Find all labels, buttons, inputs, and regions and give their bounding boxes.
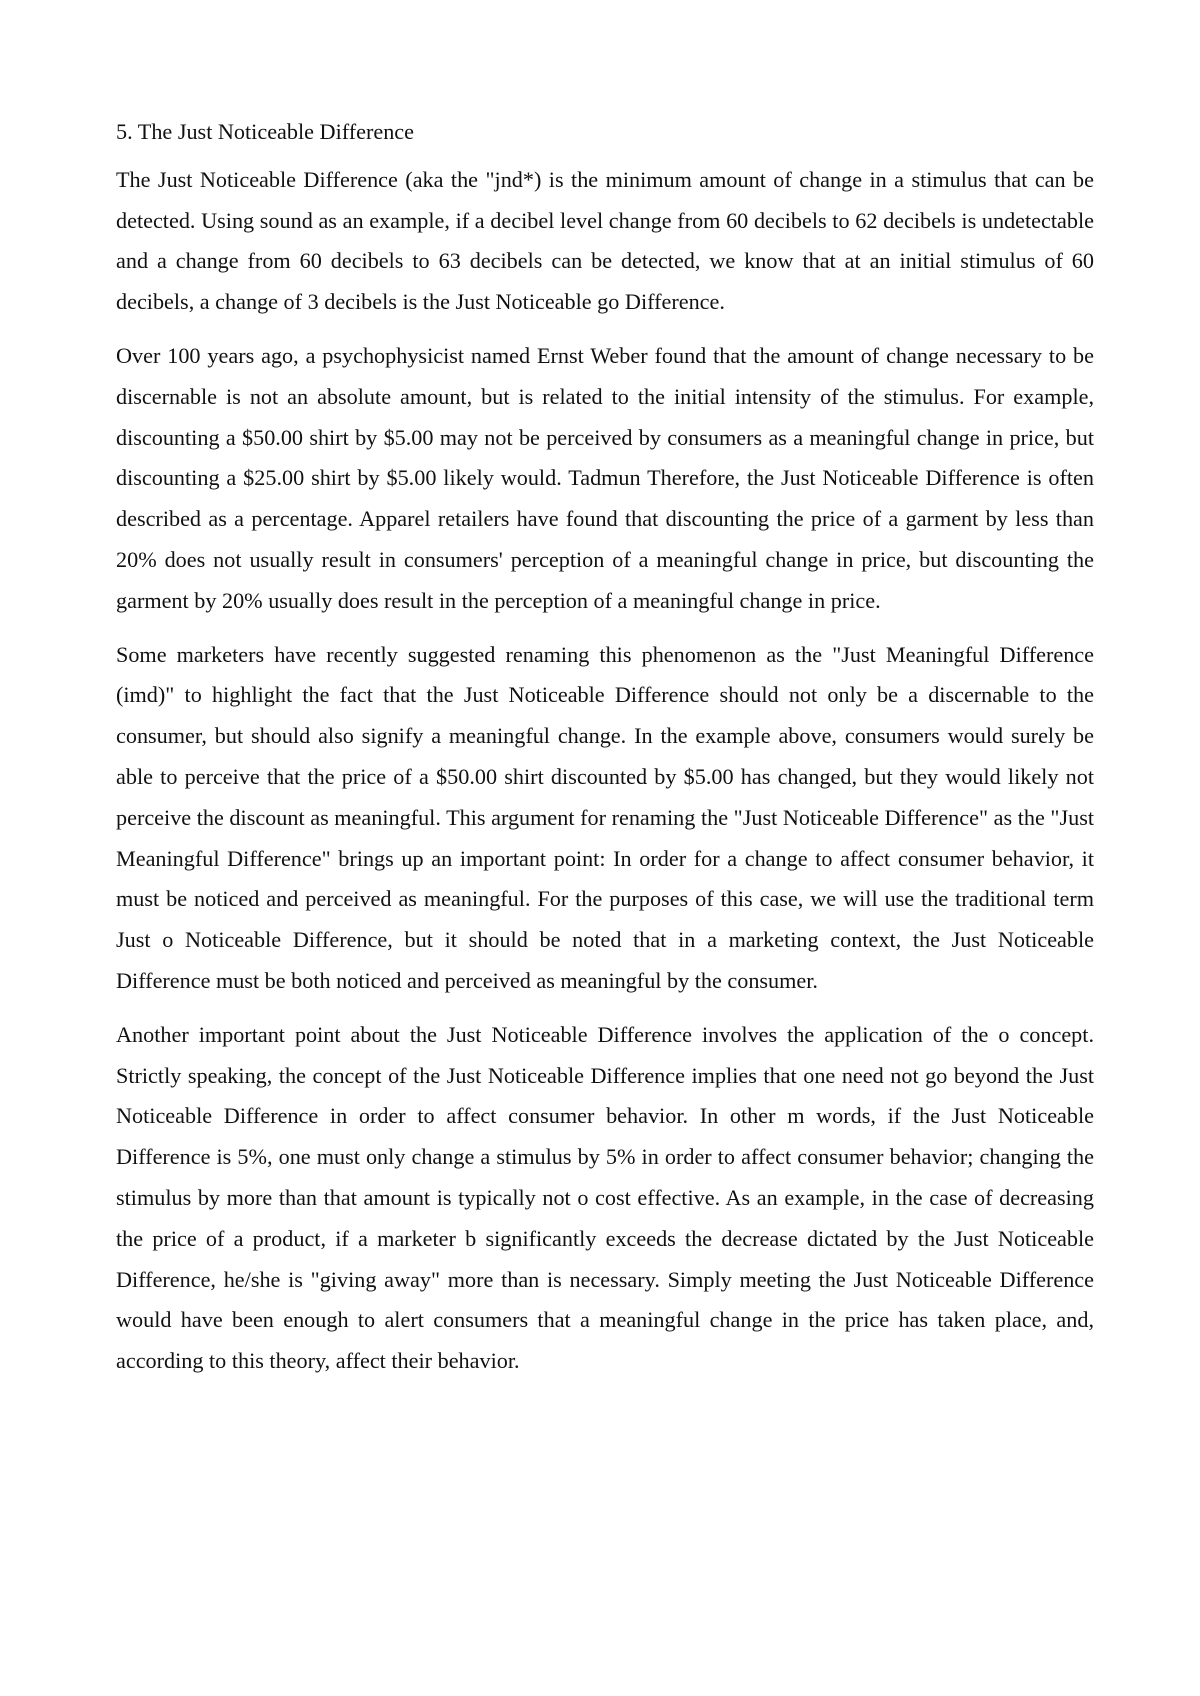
paragraph-just-meaningful-difference: Some marketers have recently suggested renaming this phenomenon as the "Just Meaningful Difference (imd)" to highlight the fact that the Just Noticeable Difference should not only be a discernable to the consumer, but should also signify a meaningful change. In the example above, consumers would surely be able to perceive that the price of a $50.00 shirt discounted by $5.00 has changed, but they would likely not perceive the discount as meaningful. This argument for renaming the "Just Noticeable Difference" as the "Just Meaningful Difference" brings up an important point: In order for a change to affect consumer behavior, it must be noticed and perceived as meaningful. For the purposes of this case, we will use the traditional term Just o Noticeable Difference, but it should be noted that in a marketing context, the Just Noticeable Difference must be both noticed and perceived as meaningful by the consumer. bbox=[116, 641, 1094, 993]
paragraph-definition: The Just Noticeable Difference (aka the "jnd*) is the minimum amount of change in a stimulus that can be detected. Using sound as an example, if a decibel level change from 60 decibels to 62 decibels is undetectable and a change from 60 decibels to 63 decibels can be detected, we know that at an initial stimulus of 60 decibels, a change of 3 decibels is the Just Noticeable go Difference. bbox=[116, 166, 1094, 315]
paragraph-weber: Over 100 years ago, a psychophysicist named Ernst Weber found that the amount of change necessary to be discernable is not an absolute amount, but is related to the initial intensity of the stimulus. For example, discounting a $50.00 shirt by $5.00 may not be perceived by consumers as a meaningful change in price, but discounting a $25.00 shirt by $5.00 likely would. Tadmun Therefore, the Just Noticeable Difference is often described as a percentage. Apparel retailers have found that discounting the price of a garment by less than 20% does not usually result in consumers' perception of a meaningful change in price, but discounting the garment by 20% usually does result in the perception of a meaningful change in price. bbox=[116, 342, 1094, 613]
section-heading: 5. The Just Noticeable Difference bbox=[116, 119, 414, 144]
document-body bbox=[116, 112, 1094, 1395]
paragraph-application: Another important point about the Just Noticeable Difference involves the application of the o concept. Strictly speaking, the concept of the Just Noticeable Difference implies that one need not go beyond the Just Noticeable Difference in order to affect consumer behavior. In other m words, if the Just Noticeable Difference is 5%, one must only change a stimulus by 5% in order to affect consumer behavior; changing the stimulus by more than that amount is typically not o cost effective. As an example, in the case of decreasing the price of a product, if a marketer b significantly exceeds the decrease dictated by the Just Noticeable Difference, he/she is "giving away" more than is necessary. Simply meeting the Just Noticeable Difference would have been enough to alert consumers that a meaningful change in the price has taken place, and, according to this theory, affect their behavior. bbox=[116, 1021, 1094, 1374]
